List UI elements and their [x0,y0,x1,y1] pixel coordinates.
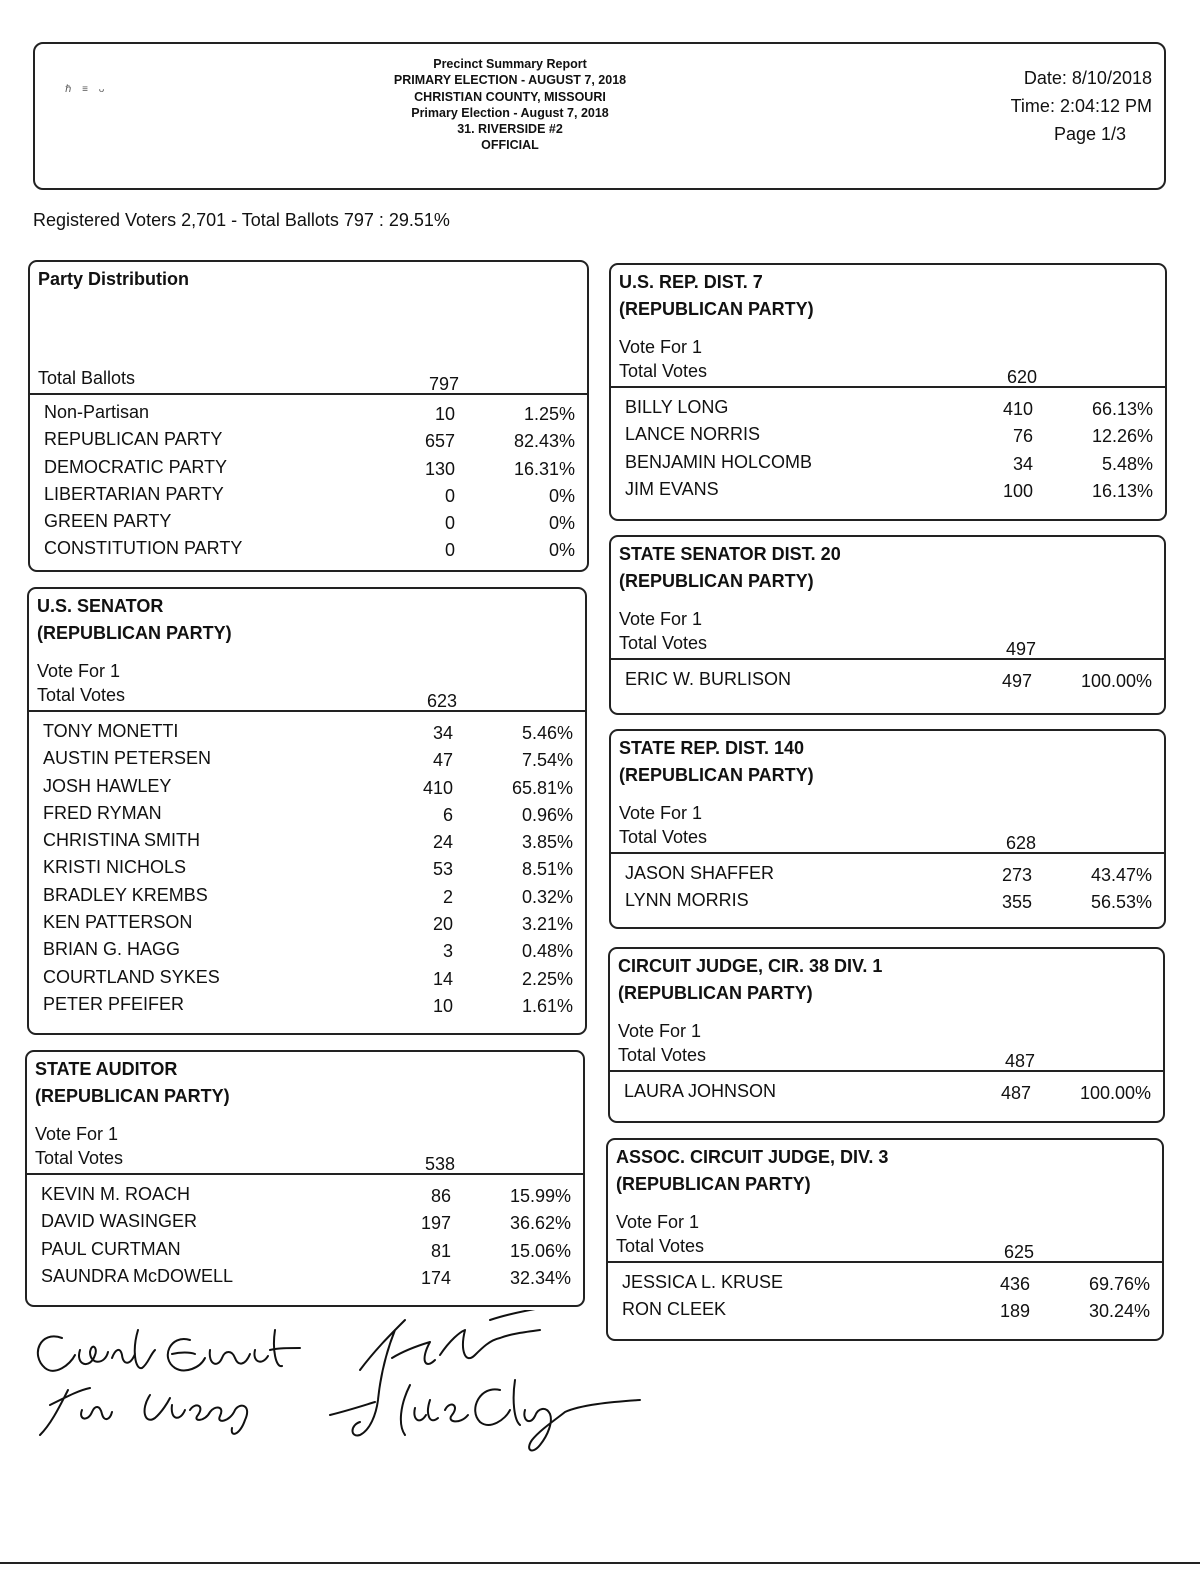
page-bottom-rule [0,1562,1200,1564]
result-row [41,1263,571,1290]
race-party: (REPUBLICAN PARTY) [619,299,814,319]
candidate-name: COURTLAND SYKES [43,966,220,987]
header-scribble: ℏ ≡ ᴗ [65,84,109,95]
race-title: ASSOC. CIRCUIT JUDGE, DIV. 3 [616,1147,889,1167]
total-votes-row [619,824,1156,853]
race-rows [611,388,1165,503]
party-distribution-box [28,260,589,572]
result-row [625,860,1152,887]
candidate-name: ERIC W. BURLISON [625,669,792,689]
vote-count: 497 [1001,671,1032,691]
party-distribution-title: Party Distribution [38,269,190,289]
vote-count: 657 [424,431,455,452]
result-row [44,481,575,508]
vote-count: 197 [420,1213,451,1234]
vote-count: 14 [432,968,453,989]
total-votes-value: 497 [1005,639,1036,659]
result-row [43,800,573,827]
race-us-senator [27,587,587,1035]
result-row [624,1078,1151,1105]
vote-for-label: Vote For 1 [616,1212,700,1232]
race-header [29,589,585,712]
candidate-name: AUSTIN PETERSEN [43,748,212,769]
vote-percent: 15.99% [509,1186,571,1206]
result-row [43,718,573,745]
candidate-name: BENJAMIN HOLCOMB [625,451,813,472]
race-state-auditor [25,1050,585,1307]
election-name: PRIMARY ELECTION - AUGUST 7, 2018 [393,73,627,88]
vote-percent: 2.25% [521,968,573,989]
race-rows [611,660,1164,693]
race-party: (REPUBLICAN PARTY) [619,571,814,591]
result-row [43,745,573,772]
vote-percent: 1.25% [523,404,575,424]
vote-percent: 0.32% [521,886,573,907]
vote-count: 53 [432,859,453,880]
vote-for-label: Vote For 1 [37,661,121,681]
vote-count: 24 [432,832,453,853]
vote-percent: 3.21% [521,914,573,935]
vote-count: 410 [422,777,453,798]
candidate-name: LYNN MORRIS [625,890,749,911]
race-rows [610,1072,1163,1105]
race-title: CIRCUIT JUDGE, CIR. 38 DIV. 1 [618,956,883,976]
race-party: (REPUBLICAN PARTY) [619,765,814,785]
total-votes-value: 625 [1003,1242,1034,1262]
result-row [625,421,1153,448]
report-header [33,42,1166,190]
vote-count: 6 [442,804,453,825]
candidate-name: BRADLEY KREMBS [43,884,208,905]
page-number: Page 1/3 [1053,124,1126,144]
vote-count: 355 [1001,892,1032,913]
result-row [44,399,575,426]
result-row [43,854,573,881]
race-rows [27,1175,583,1290]
vote-percent: 0% [548,485,575,506]
race-header [611,537,1164,660]
race-state-senator-dist-20 [609,535,1166,715]
candidate-name: LIBERTARIAN PARTY [44,483,224,504]
vote-percent: 100.00% [1080,671,1152,691]
race-header [27,1052,583,1175]
total-votes-row [619,630,1156,659]
race-rows [29,712,585,1018]
vote-count: 0 [444,485,455,506]
race-title: STATE AUDITOR [35,1059,178,1079]
result-row [43,827,573,854]
vote-percent: 100.00% [1079,1083,1151,1103]
result-row [622,1269,1150,1296]
candidate-name: CHRISTINA SMITH [43,830,201,851]
candidate-name: KEN PATTERSON [43,912,193,933]
result-row [44,535,575,562]
report-date: Date: 8/10/2018 [1023,68,1152,88]
total-votes-row [618,1042,1155,1071]
county-name: CHRISTIAN COUNTY, MISSOURI [414,89,606,104]
result-row [41,1208,571,1235]
report-title: Precinct Summary Report [433,57,587,71]
total-votes-label: Total Votes [619,633,708,653]
result-row [625,476,1153,503]
race-rows [611,854,1164,915]
vote-percent: 7.54% [521,750,573,771]
candidate-name: TONY MONETTI [43,721,179,741]
candidate-name: KRISTI NICHOLS [43,857,187,878]
vote-count: 86 [430,1186,451,1206]
vote-percent: 36.62% [509,1213,571,1234]
vote-count: 10 [434,404,455,424]
vote-count: 436 [999,1274,1030,1294]
candidate-name: BRIAN G. HAGG [43,939,181,960]
official-label: OFFICIAL [481,138,539,153]
registered-voters-summary: Registered Voters 2,701 - Total Ballots 797 : 29.51% [33,210,450,230]
result-row [625,887,1152,914]
race-header [611,265,1165,388]
candidate-name: DAVID WASINGER [41,1211,198,1232]
result-row [625,449,1153,476]
total-ballots-label: Total Ballots [38,368,136,388]
result-row [44,508,575,535]
race-state-rep-dist-140 [609,729,1166,929]
candidate-name: SAUNDRA McDOWELL [41,1265,234,1286]
vote-count: 47 [432,750,453,771]
vote-count: 34 [432,723,453,743]
result-row [43,882,573,909]
vote-count: 487 [1000,1083,1031,1103]
report-time: Time: 2:04:12 PM [1010,96,1152,116]
vote-count: 2 [442,886,453,907]
candidate-name: PETER PFEIFER [43,993,185,1014]
total-votes-value: 620 [1006,367,1037,387]
result-row [44,426,575,453]
candidate-name: JOSH HAWLEY [43,775,172,796]
vote-for-label: Vote For 1 [619,803,703,823]
vote-count: 174 [420,1267,451,1288]
candidate-name: KEVIN M. ROACH [41,1184,191,1204]
vote-for-label: Vote For 1 [619,337,703,357]
vote-percent: 15.06% [509,1240,571,1261]
race-party: (REPUBLICAN PARTY) [35,1086,230,1106]
total-ballots-row [38,365,579,394]
election-subtitle: Primary Election - August 7, 2018 [411,105,609,120]
candidate-name: Non-Partisan [44,402,150,422]
vote-percent: 65.81% [511,777,573,798]
vote-count: 10 [432,995,453,1016]
vote-percent: 1.61% [521,995,573,1016]
result-row [43,909,573,936]
vote-percent: 0% [548,513,575,534]
result-row [43,991,573,1018]
candidate-name: LANCE NORRIS [625,424,761,445]
race-header [610,949,1163,1072]
vote-percent: 43.47% [1090,865,1152,885]
total-votes-label: Total Votes [35,1148,124,1168]
race-title: STATE REP. DIST. 140 [619,738,805,758]
candidate-name: LAURA JOHNSON [624,1081,777,1101]
candidate-name: RON CLEEK [622,1299,727,1320]
candidate-name: DEMOCRATIC PARTY [44,456,228,477]
vote-count: 81 [430,1240,451,1261]
report-meta [1011,64,1152,148]
result-row [622,1296,1150,1323]
total-votes-row [35,1145,575,1174]
vote-count: 410 [1002,399,1033,419]
candidate-name: GREEN PARTY [44,511,172,532]
result-row [43,936,573,963]
race-circuit-judge [608,947,1165,1123]
race-assoc-circuit-judge [606,1138,1164,1341]
total-votes-label: Total Votes [616,1236,705,1256]
race-rows [608,1263,1162,1324]
total-ballots-value: 797 [428,374,459,394]
candidate-name: JASON SHAFFER [625,863,775,883]
result-row [43,964,573,991]
vote-percent: 12.26% [1091,426,1153,447]
vote-percent: 0% [548,540,575,561]
vote-count: 189 [999,1301,1030,1322]
vote-count: 34 [1012,453,1033,474]
vote-percent: 82.43% [513,431,575,452]
total-votes-label: Total Votes [619,361,708,381]
vote-for-label: Vote For 1 [619,609,703,629]
race-party: (REPUBLICAN PARTY) [37,623,232,643]
report-title-block [285,56,735,154]
vote-count: 273 [1001,865,1032,885]
vote-percent: 8.51% [521,859,573,880]
vote-count: 0 [444,540,455,561]
race-header [611,731,1164,854]
vote-count: 0 [444,513,455,534]
race-us-rep-dist-7 [609,263,1167,521]
race-party: (REPUBLICAN PARTY) [616,1174,811,1194]
vote-percent: 69.76% [1088,1274,1150,1294]
vote-count: 3 [442,941,453,962]
race-title: U.S. SENATOR [37,596,164,616]
vote-percent: 56.53% [1090,892,1152,913]
candidate-name: PAUL CURTMAN [41,1238,181,1259]
result-row [625,666,1152,693]
vote-count: 130 [424,458,455,479]
race-party: (REPUBLICAN PARTY) [618,983,813,1003]
total-votes-value: 628 [1005,833,1036,853]
vote-percent: 0.48% [521,941,573,962]
total-votes-label: Total Votes [37,685,126,705]
total-votes-label: Total Votes [618,1045,707,1065]
candidate-name: JESSICA L. KRUSE [622,1272,784,1292]
vote-count: 20 [432,914,453,935]
vote-percent: 3.85% [521,832,573,853]
party-distribution-header [30,262,587,395]
vote-percent: 5.46% [521,723,573,743]
total-votes-value: 623 [426,691,457,711]
total-votes-value: 538 [424,1154,455,1174]
precinct-name: 31. RIVERSIDE #2 [457,122,563,137]
result-row [44,454,575,481]
vote-count: 76 [1012,426,1033,447]
total-votes-row [619,358,1157,387]
vote-percent: 5.48% [1101,453,1153,474]
vote-percent: 66.13% [1091,399,1153,419]
total-votes-value: 487 [1004,1051,1035,1071]
race-title: U.S. REP. DIST. 7 [619,272,763,292]
total-votes-row [37,682,577,711]
race-header [608,1140,1162,1263]
party-rows [30,395,587,563]
total-votes-label: Total Votes [619,827,708,847]
result-row [625,394,1153,421]
candidate-name: BILLY LONG [625,397,729,417]
candidate-name: FRED RYMAN [43,802,162,823]
vote-for-label: Vote For 1 [618,1021,702,1041]
result-row [41,1236,571,1263]
vote-for-label: Vote For 1 [35,1124,119,1144]
result-row [41,1181,571,1208]
vote-percent: 30.24% [1088,1301,1150,1322]
vote-percent: 16.31% [513,458,575,479]
candidate-name: JIM EVANS [625,478,719,499]
candidate-name: REPUBLICAN PARTY [44,429,223,450]
total-votes-row [616,1233,1154,1262]
result-row [43,773,573,800]
vote-count: 100 [1002,480,1033,501]
vote-percent: 0.96% [521,804,573,825]
vote-percent: 32.34% [509,1267,571,1288]
vote-percent: 16.13% [1091,480,1153,501]
signatures [20,1310,660,1490]
race-title: STATE SENATOR DIST. 20 [619,544,841,564]
candidate-name: CONSTITUTION PARTY [44,538,243,559]
